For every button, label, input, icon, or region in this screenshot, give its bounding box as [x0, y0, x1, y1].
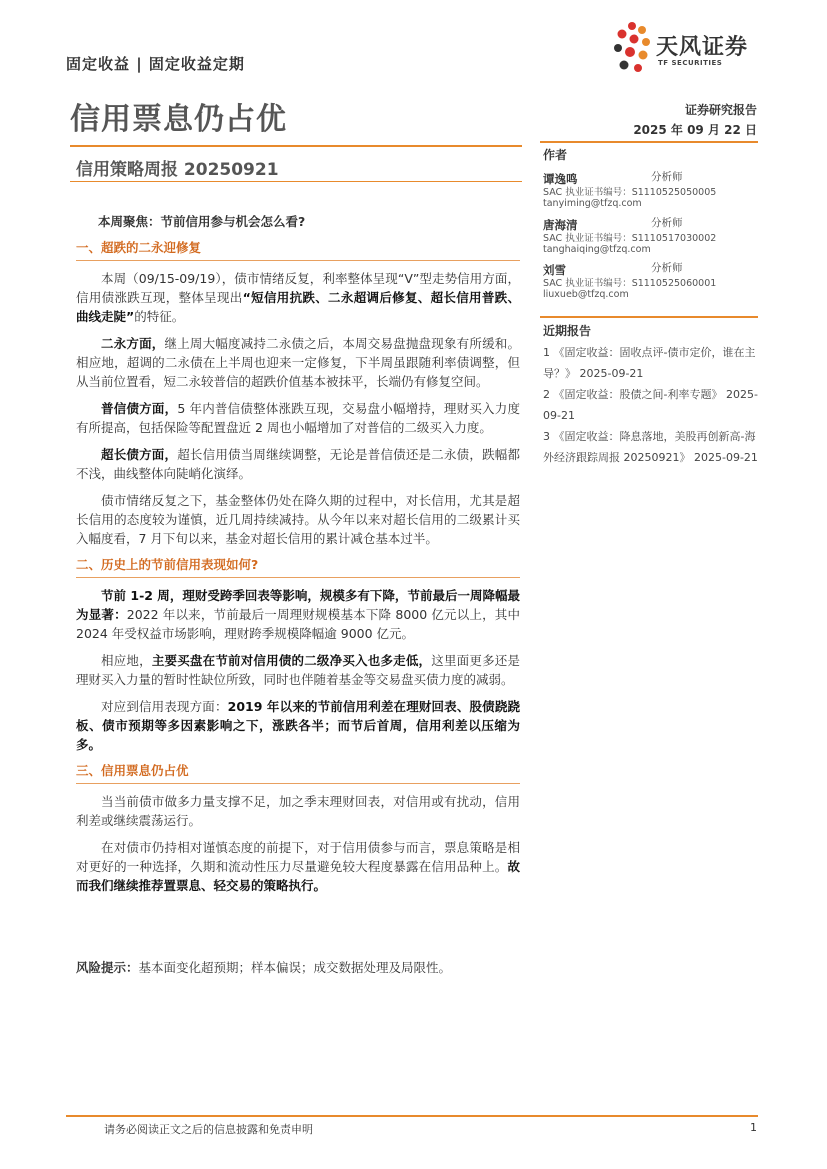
section-heading: 一、超跌的二永迎修复: [76, 240, 202, 255]
logo-mark-icon: [610, 20, 656, 80]
report-title: 信用票息仍占优: [70, 102, 287, 137]
risk-label: 风险提示：: [76, 960, 139, 975]
footer-disclaimer: 请务必阅读正文之后的信息披露和免责申明: [104, 1123, 313, 1136]
main-content: [76, 212, 520, 895]
report-date: 2025 年 09 月 22 日: [633, 123, 757, 137]
section-rule: [76, 577, 520, 578]
recent-report-item[interactable]: 1 《固定收益：固收点评-债市定价，谁在主导？》 2025-09-21: [543, 346, 756, 380]
focus-heading: 本周聚焦：节前信用参与机会怎么看?: [98, 214, 306, 229]
report-category: 固定收益 | 固定收益定期: [66, 55, 245, 73]
page-number: 1: [750, 1121, 757, 1134]
sidebar-divider: [540, 141, 758, 143]
author-sac: SAC 执业证书编号：S1110517030002: [543, 233, 717, 244]
author-card: [543, 168, 759, 209]
section-rule: [76, 783, 520, 784]
author-email[interactable]: liuxueb@tfzq.com: [543, 289, 629, 300]
company-logo: [610, 20, 770, 80]
paragraph: 当当前债市做多力量支撑不足，加之季末理财回表，对信用或有扰动，信用利差或继续震荡运行。: [76, 794, 520, 828]
recent-report-item[interactable]: 3 《固定收益：降息落地，美股再创新高-海外经济跟踪周报 20250921》 2025-09-21: [543, 430, 758, 464]
author-name: 刘雪: [543, 263, 566, 277]
paragraph: 超长债方面，超长信用债当周继续调整，无论是普信债还是二永债，跌幅都不浅，曲线整体向陡峭化演绎。: [76, 447, 520, 481]
risk-text: 基本面变化超预期；样本偏误；成交数据处理及局限性。: [138, 960, 452, 975]
section-heading: 二、历史上的节前信用表现如何?: [76, 557, 259, 572]
recent-report-list: [543, 342, 759, 468]
paragraph: 节前 1-2 周，理财受跨季回表等影响，规模多有下降，节前最后一周降幅最为显著：2022 年以来，节前最后一周理财规模基本下降 8000 亿元以上，其中 2024 年受权益市场影响，理财跨季规模降幅逾 9000 亿元。: [76, 588, 520, 641]
author-card: [543, 214, 759, 255]
paragraph: 债市情绪反复之下，基金整体仍处在降久期的过程中，对长信用，尤其是超长信用的态度较为谨慎，近几周持续减持。从今年以来对超长信用的二级累计买入幅度看，7 月下旬以来，基金对超长信用的累计减仓基本过半。: [76, 493, 520, 546]
paragraph: 二永方面，继上周大幅度减持二永债之后，本周交易盘抛盘现象有所缓和。相应地，超调的二永债在上半周也迎来一定修复，下半周虽跟随利率债调整，但从当前位置看，短二永较普信的超跌价值基本被抹平，长端仍有修复空间。: [76, 336, 520, 389]
author-email[interactable]: tanyiming@tfzq.com: [543, 198, 642, 209]
report-type: 证券研究报告: [684, 103, 757, 117]
author-email[interactable]: tanghaiqing@tfzq.com: [543, 244, 651, 255]
author-sac: SAC 执业证书编号：S1110525050005: [543, 187, 717, 198]
subtitle-divider: [70, 181, 522, 182]
authors-heading: 作者: [543, 148, 568, 162]
logo-text-en: TF SECURITIES: [658, 59, 723, 67]
paragraph: 在对债市仍持相对谨慎态度的前提下，对于信用债参与而言，票息策略是相对更好的一种选择，久期和流动性压力尽量避免较大程度暴露在信用品种上。故而我们继续推荐置票息、轻交易的策略执行。: [76, 840, 520, 893]
report-subtitle: 信用策略周报 20250921: [76, 160, 279, 180]
section-rule: [76, 260, 520, 261]
paragraph: 普信债方面，5 年内普信债整体涨跌互现，交易盘小幅增持，理财买入力度有所提高，包括保险等配置盘近 2 周也小幅增加了对普信的二级买入力度。: [76, 401, 520, 435]
author-role: 分析师: [651, 217, 683, 229]
title-divider: [70, 145, 522, 147]
author-name: 唐海清: [543, 218, 578, 232]
author-card: [543, 259, 759, 300]
footer-divider: [66, 1115, 758, 1117]
risk-note: [76, 958, 520, 976]
author-role: 分析师: [651, 262, 683, 274]
section-heading: 三、信用票息仍占优: [76, 763, 189, 778]
author-name: 谭逸鸣: [543, 172, 578, 186]
recent-heading: 近期报告: [543, 324, 592, 338]
paragraph: 本周（09/15-09/19），债市情绪反复，利率整体呈现“V”型走势信用方面，信用债涨跌互现，整体呈现出“短信用抗跌、二永超调后修复、超长信用普跌、曲线走陡”的特征。: [76, 271, 520, 324]
author-role: 分析师: [651, 171, 683, 183]
paragraph: 对应到信用表现方面：2019 年以来的节前信用利差在理财回表、股债跷跷板、债市预期等多因素影响之下，涨跌各半；而节后首周，信用利差以压缩为多。: [76, 699, 520, 752]
recent-divider: [540, 316, 758, 318]
recent-report-item[interactable]: 2 《固定收益：股债之间-利率专题》 2025-09-21: [543, 388, 758, 422]
logo-text-cn: 天风证券: [656, 35, 749, 60]
author-sac: SAC 执业证书编号：S1110525060001: [543, 278, 717, 289]
paragraph: 相应地，主要买盘在节前对信用债的二级净买入也多走低，这里面更多还是理财买入力量的暂时性缺位所致，同时也伴随着基金等交易盘买债力度的减弱。: [76, 653, 520, 687]
